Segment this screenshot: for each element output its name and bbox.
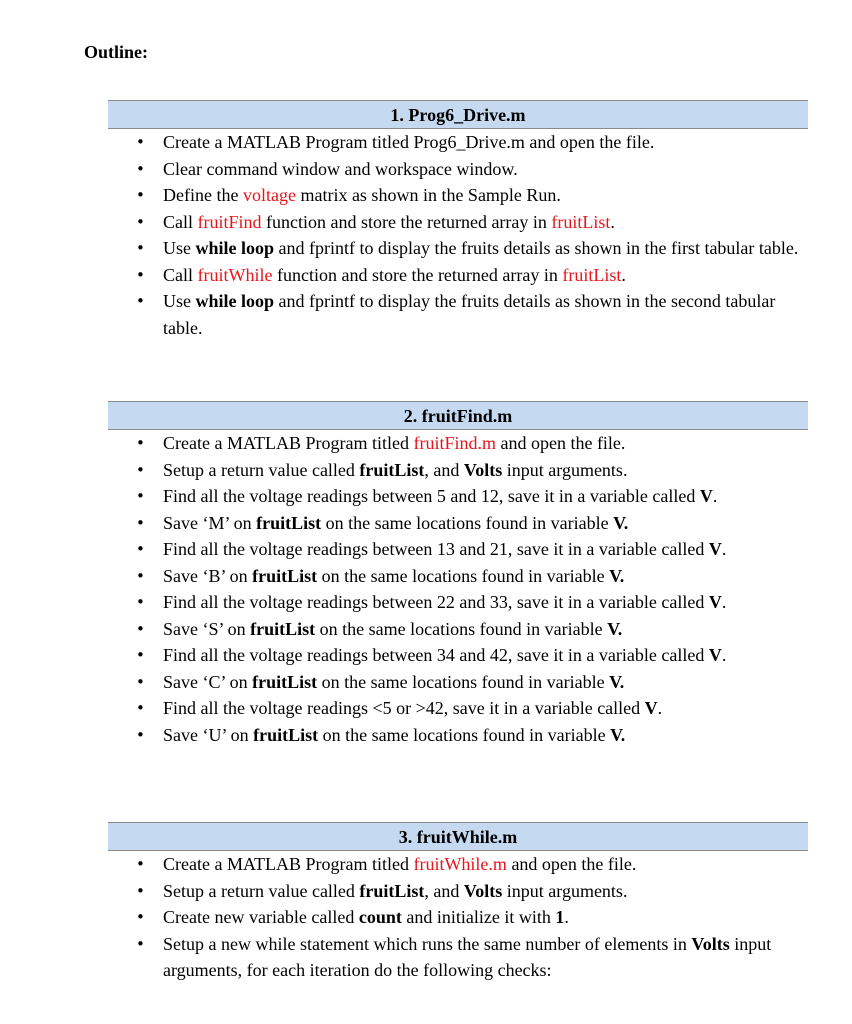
item-text: . [621,264,626,285]
item-text: . [721,592,727,612]
item-text: Call [163,264,198,285]
item-text: Call [163,211,198,232]
bullet-list [108,129,808,341]
highlighted-term: voltage [242,185,296,205]
item-text: Define the [163,185,243,205]
item-text: Setup a new while statement which runs the same number of elements in [163,933,692,954]
list-item [108,457,808,484]
list-item [108,904,808,931]
bold-term: V. [609,671,625,692]
item-text: Create a MATLAB Program titled [163,433,414,453]
section-prog6-drive [108,100,808,341]
section-header: 2. fruitFind.m [108,401,808,430]
item-text: input arguments. [502,880,628,901]
section-header: 3. fruitWhile.m [108,822,808,851]
item-text: Clear command window and workspace window. [163,158,518,179]
highlighted-term: fruitFind.m [413,433,496,453]
item-text: Find all the voltage readings between 13 and 21, save it in a variable called [163,539,709,559]
list-item [108,878,808,905]
list-item [108,695,808,722]
list-item [108,616,808,643]
item-text: . [657,698,663,718]
bold-term: fruitList [252,671,318,692]
bold-term: while loop [195,291,275,311]
bold-term: Volts [463,459,503,480]
list-item [108,931,808,984]
list-item [108,510,808,537]
item-text: Find all the voltage readings <5 or >42, save it in a variable called [163,698,645,718]
list-item [108,589,808,616]
item-text: Create new variable called [163,907,359,927]
bold-term: fruitList [256,512,322,533]
item-text: Find all the voltage readings between 22 and 33, save it in a variable called [163,592,709,612]
item-text: , and [424,880,464,901]
bold-term: fruitList [359,880,425,901]
list-item [108,483,808,510]
item-text: , and [424,459,464,480]
item-text: Use [163,291,196,311]
bold-term: V [708,592,722,612]
item-text: and open the file. [495,433,626,453]
bold-term: V [644,698,658,718]
item-text: Find all the voltage readings between 34 and 42, save it in a variable called [163,645,709,665]
list-item [108,536,808,563]
outline-title: Outline: [84,42,149,62]
item-text: Save ‘C’ on [163,671,253,692]
section-fruit-find [108,401,808,748]
bold-term: while loop [195,238,275,258]
bold-term: V [708,645,722,665]
bold-term: V. [610,724,626,745]
item-text: and fprintf to display the fruits details as shown in the second tabular table. [163,291,776,338]
item-text: matrix as shown in the Sample Run. [295,185,561,205]
item-text: . [610,211,615,232]
highlighted-term: fruitList [551,211,611,232]
item-text: input arguments, for each iteration do the following checks: [163,933,772,980]
bold-term: Volts [691,933,730,954]
item-text: Save ‘M’ on [163,512,257,533]
list-item [108,563,808,590]
bold-term: Volts [463,880,503,901]
bold-term: fruitList [253,724,319,745]
item-text: Create a MATLAB Program titled [163,854,414,874]
item-text: . [564,907,569,927]
item-text: on the same locations found in variable [317,565,610,586]
list-item [108,669,808,696]
item-text: function and store the returned array in [272,264,563,285]
highlighted-term: fruitWhile.m [413,854,507,874]
bold-term: V. [609,565,625,586]
list-item [108,642,808,669]
list-item [108,129,808,156]
bold-term: fruitList [252,565,318,586]
list-item [108,156,808,183]
item-text: Save ‘S’ on [163,618,251,639]
item-text: . [712,486,718,506]
bold-term: fruitList [359,459,425,480]
highlighted-term: fruitWhile [197,264,273,285]
item-text: Create a MATLAB Program titled Prog6_Drive.m and open the file. [163,132,655,152]
item-text: on the same locations found in variable [317,671,610,692]
item-text: Setup a return value called [163,459,360,480]
item-text: and open the file. [506,854,637,874]
bold-term: V. [613,512,629,533]
list-item [108,235,808,262]
bullet-list [108,851,808,984]
list-item [108,288,808,341]
list-item [108,430,808,457]
item-text: and initialize it with [401,907,556,927]
highlighted-term: fruitList [562,264,622,285]
item-text: . [721,645,727,665]
item-text: Save ‘B’ on [163,565,253,586]
item-text: Save ‘U’ on [163,724,254,745]
list-item [108,262,808,289]
bold-term: V [699,486,713,506]
bold-term: count [358,907,402,927]
highlighted-term: fruitFind [197,211,262,232]
item-text: Find all the voltage readings between 5 and 12, save it in a variable called [163,486,700,506]
item-text: and fprintf to display the fruits details as shown in the first tabular table. [274,238,799,258]
section-header: 1. Prog6_Drive.m [108,100,808,129]
item-text: function and store the returned array in [261,211,552,232]
item-text: on the same locations found in variable [315,618,608,639]
item-text: on the same locations found in variable [318,724,611,745]
item-text: . [721,539,727,559]
item-text: Setup a return value called [163,880,360,901]
item-text: on the same locations found in variable [321,512,614,533]
list-item [108,851,808,878]
bold-term: V [708,539,722,559]
bold-term: 1 [555,907,565,927]
list-item [108,182,808,209]
list-item [108,209,808,236]
bold-term: fruitList [250,618,316,639]
item-text: Use [163,238,196,258]
bullet-list [108,430,808,748]
list-item [108,722,808,749]
bold-term: V. [607,618,623,639]
section-fruit-while [108,822,808,984]
item-text: input arguments. [502,459,628,480]
